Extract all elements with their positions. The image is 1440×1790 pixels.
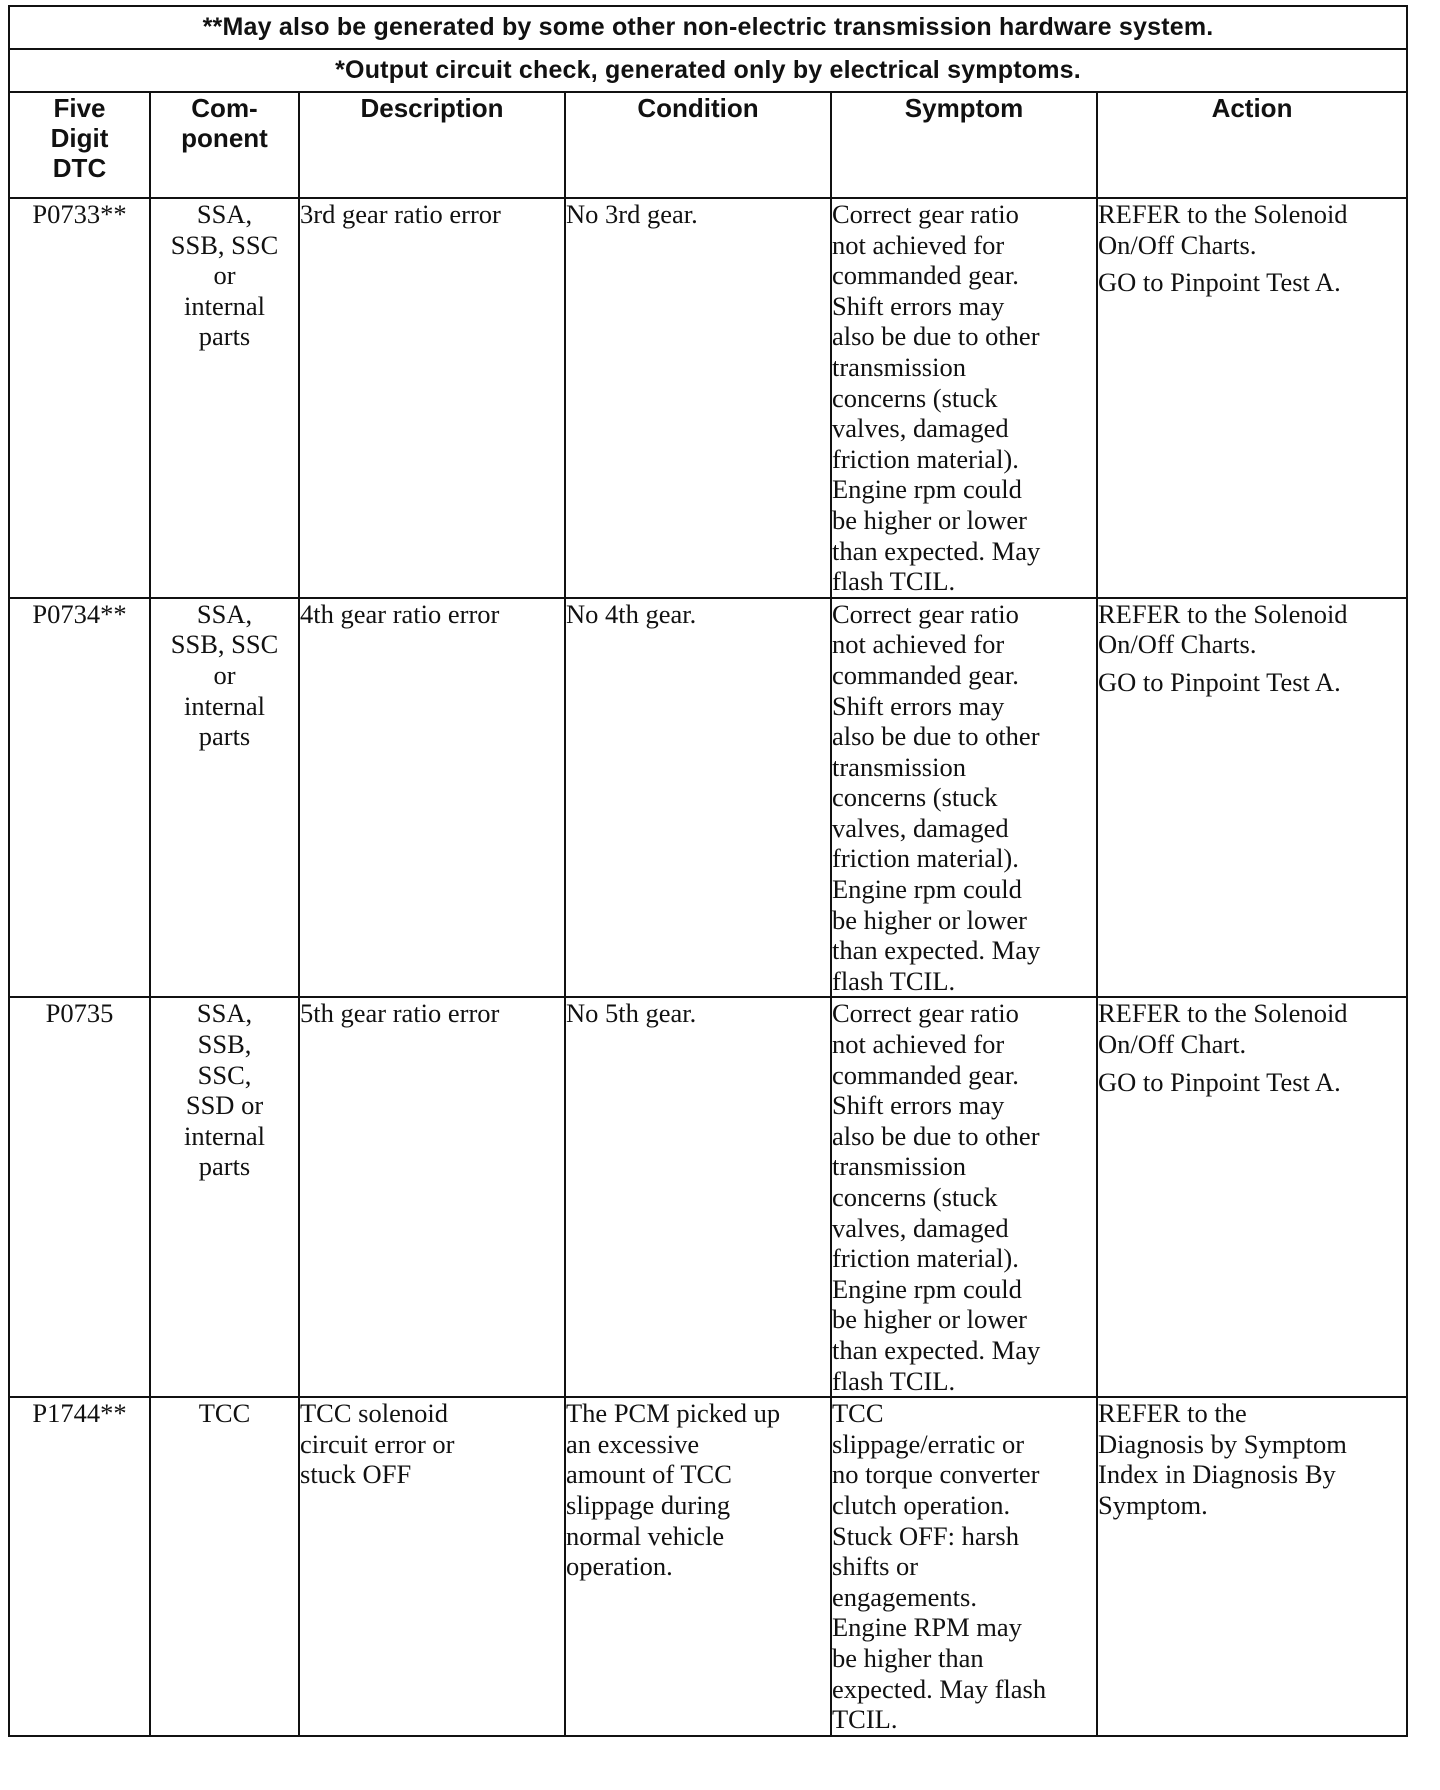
symptom-line: also be due to other	[832, 1120, 1040, 1151]
table-row	[9, 1397, 1407, 1736]
description-cell	[299, 1397, 565, 1736]
symptom-line: Engine rpm could	[832, 474, 1022, 505]
action-cell	[1097, 198, 1407, 598]
condition-cell: No 4th gear.	[565, 598, 831, 998]
action-line: REFER to the Solenoid	[1098, 998, 1348, 1029]
symptom-line: not achieved for	[832, 1029, 1005, 1060]
description-line: circuit error or	[300, 1428, 455, 1459]
dtc-table	[8, 5, 1408, 1737]
symptom-line: also be due to other	[832, 721, 1040, 752]
dtc-table-page	[8, 5, 1406, 1737]
header-component-line: ponent	[181, 123, 268, 153]
symptom-line: valves, damaged	[832, 812, 1009, 843]
action-line: REFER to the	[1098, 1398, 1247, 1429]
component-line: internal	[184, 290, 265, 321]
symptom-line: Shift errors may	[832, 690, 1005, 721]
symptom-line: flash TCIL.	[832, 566, 956, 597]
symptom-line: than expected. May	[832, 935, 1041, 966]
symptom-line: slippage/erratic or	[832, 1428, 1025, 1459]
header-action: Action	[1097, 92, 1407, 198]
description-cell: 4th gear ratio error	[299, 598, 565, 998]
action-line: REFER to the Solenoid	[1098, 199, 1348, 229]
action-paragraph	[1098, 267, 1406, 298]
component-line: SSB,	[197, 1029, 252, 1060]
action-paragraph	[1098, 599, 1406, 660]
symptom-line: be higher than	[832, 1642, 984, 1673]
action-paragraph	[1098, 1398, 1406, 1520]
symptom-line: valves, damaged	[832, 413, 1009, 444]
header-dtc-line: Five	[53, 93, 106, 123]
action-line: On/Off Charts.	[1098, 229, 1257, 260]
header-dtc-line: DTC	[52, 153, 107, 183]
component-cell	[150, 198, 299, 598]
header-component	[150, 92, 299, 198]
component-line: internal	[184, 690, 265, 721]
description-line: stuck OFF	[300, 1459, 412, 1490]
symptom-line: be higher or lower	[832, 904, 1027, 935]
component-line: SSB, SSC	[170, 229, 279, 260]
symptom-line: commanded gear.	[832, 659, 1019, 690]
dtc-code-cell: P0735	[9, 997, 150, 1397]
symptom-line: Correct gear ratio	[832, 598, 1019, 629]
condition-line: The PCM picked up	[566, 1398, 781, 1429]
symptom-line: not achieved for	[832, 629, 1005, 660]
description-cell: 3rd gear ratio error	[299, 198, 565, 598]
action-line: On/Off Charts.	[1098, 629, 1257, 660]
table-row	[9, 997, 1407, 1397]
action-paragraph	[1098, 199, 1406, 260]
symptom-line: transmission	[832, 351, 966, 382]
symptom-line: transmission	[832, 751, 966, 782]
action-line: GO to Pinpoint Test A.	[1098, 1066, 1341, 1097]
symptom-line: expected. May flash	[832, 1673, 1047, 1704]
symptom-line: concerns (stuck	[832, 1182, 998, 1212]
action-cell	[1097, 598, 1407, 998]
symptom-line: flash TCIL.	[832, 1365, 956, 1396]
symptom-line: Shift errors may	[832, 290, 1005, 321]
condition-line: amount of TCC	[566, 1459, 732, 1490]
header-symptom: Symptom	[831, 92, 1097, 198]
header-condition: Condition	[565, 92, 831, 198]
symptom-line: friction material).	[832, 843, 1019, 874]
symptom-line: commanded gear.	[832, 260, 1019, 291]
component-cell	[150, 598, 299, 998]
dtc-code-cell: P0733**	[9, 198, 150, 598]
action-line: GO to Pinpoint Test A.	[1098, 267, 1341, 298]
symptom-line: flash TCIL.	[832, 965, 956, 996]
symptom-line: no torque converter	[832, 1459, 1040, 1490]
symptom-line: Correct gear ratio	[832, 998, 1019, 1029]
symptom-line: also be due to other	[832, 321, 1040, 352]
symptom-line: TCIL.	[832, 1704, 898, 1735]
action-line: GO to Pinpoint Test A.	[1098, 666, 1341, 697]
header-row	[9, 92, 1407, 198]
action-line: Index in Diagnosis By	[1098, 1459, 1336, 1490]
symptom-line: friction material).	[832, 443, 1019, 474]
component-line: parts	[198, 721, 251, 752]
symptom-line: Engine RPM may	[832, 1612, 1022, 1643]
header-dtc-line: Digit	[50, 123, 109, 153]
condition-line: an excessive	[566, 1428, 700, 1459]
symptom-line: engagements.	[832, 1581, 977, 1612]
action-line: Diagnosis by Symptom	[1098, 1428, 1347, 1459]
note-row-hardware	[9, 6, 1407, 49]
component-line: SSB, SSC	[170, 629, 279, 660]
dtc-rows	[9, 198, 1407, 1736]
action-line: On/Off Chart.	[1098, 1029, 1247, 1060]
component-line: internal	[184, 1120, 265, 1151]
condition-line: normal vehicle	[566, 1520, 725, 1551]
component-cell	[150, 997, 299, 1397]
component-line: parts	[198, 321, 251, 352]
symptom-line: Stuck OFF: harsh	[832, 1520, 1019, 1551]
condition-cell: No 5th gear.	[565, 997, 831, 1397]
header-description: Description	[299, 92, 565, 198]
component-line: or	[213, 659, 236, 690]
symptom-line: commanded gear.	[832, 1059, 1019, 1090]
symptom-line: TCC	[832, 1398, 884, 1429]
symptom-line: not achieved for	[832, 229, 1005, 260]
symptom-cell	[831, 598, 1097, 998]
component-line: TCC	[198, 1398, 251, 1429]
header-dtc	[9, 92, 150, 198]
symptom-line: concerns (stuck	[832, 382, 998, 413]
symptom-line: Engine rpm could	[832, 1273, 1022, 1304]
component-line: SSA,	[196, 998, 253, 1029]
note-hardware: **May also be generated by some other non-electric transmission hardware system.	[9, 6, 1407, 49]
condition-line: slippage during	[566, 1489, 731, 1520]
action-line: Symptom.	[1098, 1489, 1208, 1520]
symptom-line: transmission	[832, 1151, 966, 1182]
action-cell	[1097, 1397, 1407, 1736]
symptom-line: Shift errors may	[832, 1090, 1005, 1121]
condition-cell: No 3rd gear.	[565, 198, 831, 598]
component-line: SSA,	[196, 199, 253, 229]
symptom-line: be higher or lower	[832, 1304, 1027, 1335]
note-row-output-circuit	[9, 49, 1407, 92]
condition-cell	[565, 1397, 831, 1736]
action-paragraph	[1098, 1067, 1406, 1098]
component-line: or	[213, 260, 236, 291]
symptom-line: friction material).	[832, 1243, 1019, 1274]
symptom-cell	[831, 997, 1097, 1397]
symptom-line: valves, damaged	[832, 1212, 1009, 1243]
symptom-line: be higher or lower	[832, 504, 1027, 535]
condition-line: operation.	[566, 1551, 673, 1582]
symptom-line: Correct gear ratio	[832, 199, 1019, 229]
symptom-line: than expected. May	[832, 1334, 1041, 1365]
action-line: REFER to the Solenoid	[1098, 598, 1348, 629]
header-component-line: Com-	[191, 93, 258, 123]
symptom-line: Engine rpm could	[832, 874, 1022, 905]
table-row	[9, 198, 1407, 598]
symptom-line: concerns (stuck	[832, 782, 998, 813]
component-line: parts	[198, 1151, 251, 1182]
symptom-cell	[831, 1397, 1097, 1736]
dtc-code-cell: P0734**	[9, 598, 150, 998]
component-cell	[150, 1397, 299, 1736]
symptom-line: shifts or	[832, 1551, 919, 1582]
component-line: SSA,	[196, 598, 253, 629]
description-cell: 5th gear ratio error	[299, 997, 565, 1397]
component-line: SSC,	[197, 1059, 252, 1090]
action-paragraph	[1098, 998, 1406, 1059]
component-line: SSD or	[185, 1090, 264, 1121]
description-line: TCC solenoid	[300, 1398, 448, 1429]
symptom-cell	[831, 198, 1097, 598]
action-paragraph	[1098, 667, 1406, 698]
action-cell	[1097, 997, 1407, 1397]
note-output-circuit: *Output circuit check, generated only by electrical symptoms.	[9, 49, 1407, 92]
symptom-line: clutch operation.	[832, 1489, 1011, 1520]
symptom-line: than expected. May	[832, 535, 1041, 566]
table-row	[9, 598, 1407, 998]
dtc-code-cell: P1744**	[9, 1397, 150, 1736]
